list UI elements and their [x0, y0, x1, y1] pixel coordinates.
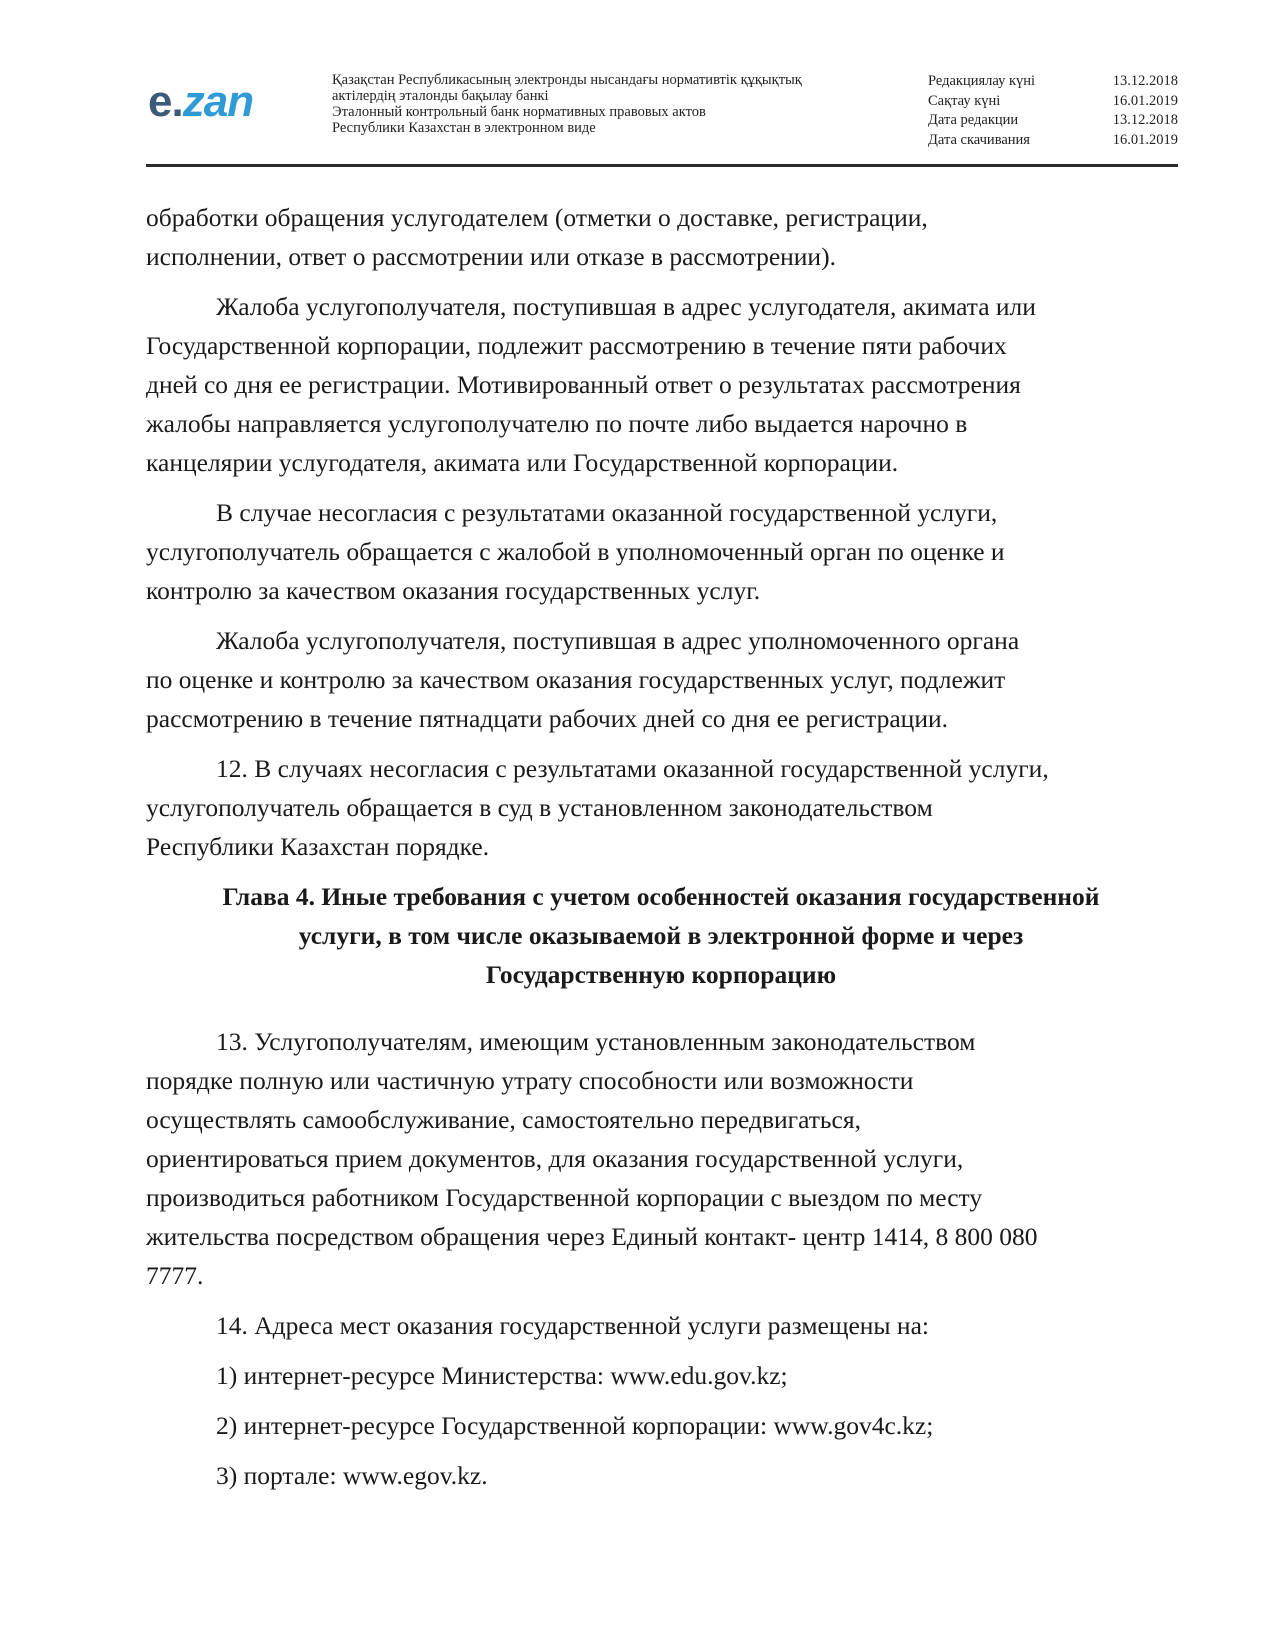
meta-value: 13.12.2018	[1112, 73, 1178, 89]
heading-line: Государственную корпорацию	[485, 960, 837, 989]
paragraph-14-addresses: 14. Адреса мест оказания государственной услуги размещены на:	[216, 1311, 929, 1340]
text-line: услугополучатель обращается с жалобой в уполномоченный орган по оценке и	[146, 537, 1005, 566]
logo-dot: .	[171, 77, 183, 126]
meta-value: 13.12.2018	[1112, 112, 1178, 128]
text-line: обработки обращения услугодателем (отметки о доставке, регистрации,	[146, 203, 928, 232]
text-line: жительства посредством обращения через Единый контакт- центр 1414, 8 800 080	[146, 1222, 1038, 1251]
ezan-logo	[148, 77, 254, 126]
document-header	[146, 68, 1178, 167]
list-item-corporation: 2) интернет-ресурсе Государственной корпорации: www.gov4c.kz;	[216, 1411, 934, 1440]
text-line: 7777.	[146, 1261, 204, 1290]
text-line: 12. В случаях несогласия с результатами оказанной государственной услуги,	[216, 754, 1049, 783]
text-line: жалобы направляется услугополучателю по почте либо выдается нарочно в	[146, 409, 968, 438]
text-line: по оценке и контролю за качеством оказания государственных услуг, подлежит	[146, 665, 1006, 694]
paragraph-complaint-review	[146, 287, 1176, 482]
list-item-portal: 3) портале: www.egov.kz.	[216, 1461, 488, 1490]
logo-zan: zan	[182, 77, 254, 126]
text-line: рассмотрению в течение пятнадцати рабочих дней со дня ее регистрации.	[146, 704, 948, 733]
meta-label: Дата редакции	[928, 112, 1019, 128]
meta-label: Редакциялау күні	[928, 73, 1036, 89]
document-body	[146, 198, 1176, 1506]
meta-row	[928, 131, 1178, 151]
bank-title-line: Эталонный контрольный банк нормативных правовых актов	[332, 104, 706, 120]
paragraph-authority-review	[146, 621, 1176, 738]
chapter-4-heading	[146, 877, 1176, 994]
heading-line: Глава 4. Иные требования с учетом особенностей оказания государственной	[222, 882, 1100, 911]
text-line: Республики Казахстан порядке.	[146, 832, 490, 861]
document-meta	[928, 72, 1178, 150]
bank-title-line: Қазақстан Республикасының электронды нысандағы нормативтік құқықтық	[332, 72, 802, 88]
text-line: порядке полную или частичную утрату способности или возможности	[146, 1066, 914, 1095]
text-line: контролю за качеством оказания государственных услуг.	[146, 576, 761, 605]
logo-e: e	[148, 77, 172, 126]
meta-row	[928, 111, 1178, 131]
paragraph-12-court	[146, 749, 1176, 866]
meta-value: 16.01.2019	[1112, 131, 1178, 148]
text-line: канцелярии услугодателя, акимата или Государственной корпорации.	[146, 448, 899, 477]
meta-row	[928, 72, 1178, 92]
bank-title	[332, 72, 892, 136]
text-line: дней со дня ее регистрации. Мотивированный ответ о результатах рассмотрения	[146, 370, 1021, 399]
meta-label: Дата скачивания	[928, 131, 1030, 148]
text-line: услугополучатель обращается в суд в установленном законодательством	[146, 793, 933, 822]
paragraph-disagreement	[146, 493, 1176, 610]
text-line: Государственной корпорации, подлежит рассмотрению в течение пяти рабочих	[146, 331, 1007, 360]
meta-row	[928, 92, 1178, 112]
text-line: исполнении, ответ о рассмотрении или отказе в рассмотрении).	[146, 242, 836, 271]
paragraph-13-home-service	[146, 1022, 1176, 1295]
text-line: Жалоба услугополучателя, поступившая в адрес уполномоченного органа	[216, 626, 1020, 655]
list-item-ministry: 1) интернет-ресурсе Министерства: www.edu.gov.kz;	[216, 1361, 788, 1390]
meta-value: 16.01.2019	[1112, 92, 1178, 109]
heading-line: услуги, в том числе оказываемой в электронной форме и через	[298, 921, 1024, 950]
text-line: В случае несогласия с результатами оказанной государственной услуги,	[216, 498, 998, 527]
text-line: осуществлять самообслуживание, самостоятельно передвигаться,	[146, 1105, 861, 1134]
bank-title-line: Республики Казахстан в электронном виде	[332, 120, 596, 136]
text-line: 13. Услугополучателям, имеющим установленным законодательством	[216, 1027, 976, 1056]
text-line: производиться работником Государственной корпорации с выездом по месту	[146, 1183, 983, 1212]
paragraph-continuation	[146, 198, 1176, 276]
bank-title-line: актілердің эталонды бақылау банкі	[332, 88, 549, 104]
text-line: Жалоба услугополучателя, поступившая в адрес услугодателя, акимата или	[216, 292, 1036, 321]
text-line: ориентироваться прием документов, для оказания государственной услуги,	[146, 1144, 964, 1173]
meta-label: Сақтау күні	[928, 92, 1001, 109]
